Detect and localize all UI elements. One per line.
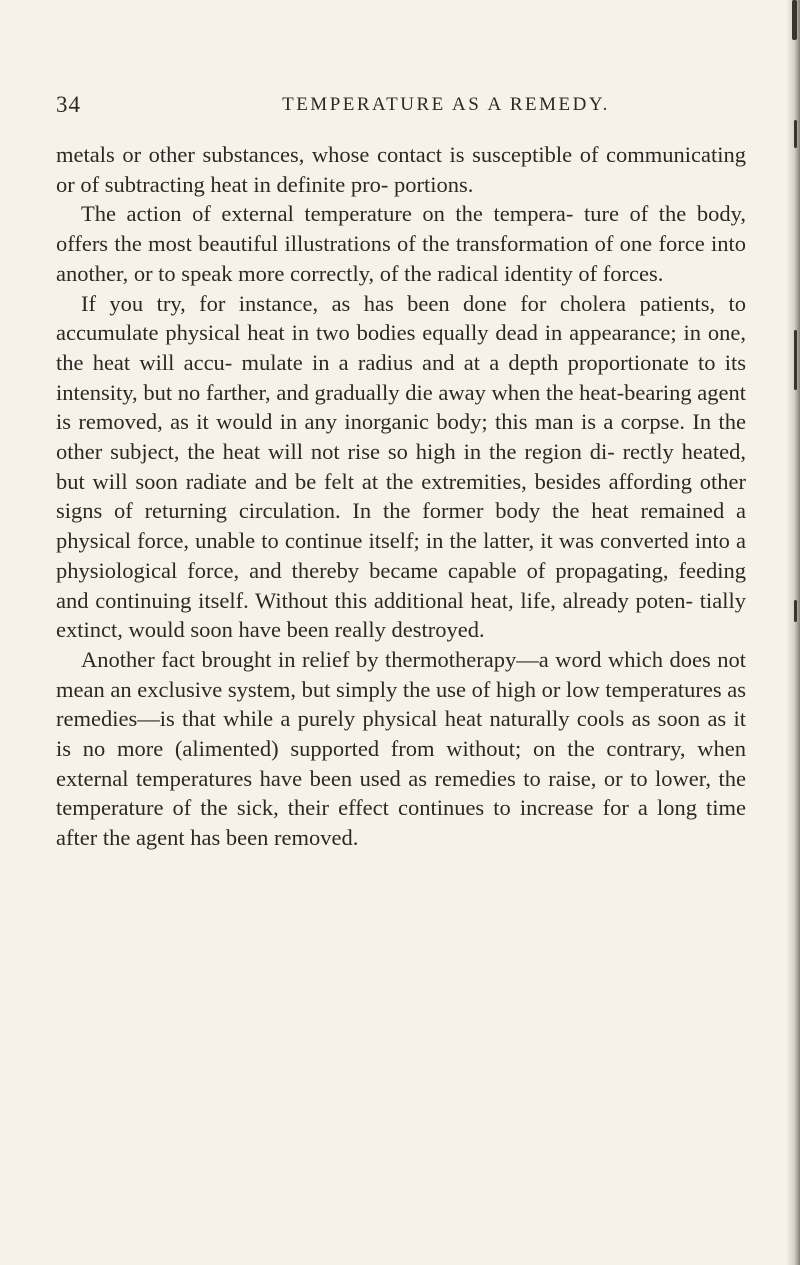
body-text: [56, 140, 746, 853]
page-edge-shadow: [786, 0, 800, 1265]
page-edge-mark: [794, 120, 797, 148]
paragraph: metals or other substances, whose contact is susceptible of communicating or of subtracting heat in definite pro- portions.: [56, 142, 746, 197]
running-title: TEMPERATURE AS A REMEDY.: [282, 94, 610, 115]
running-header: [56, 92, 746, 120]
paragraph: The action of external temperature on the tempera- ture of the body, offers the most beautiful illustrations of the transformation of one force into another, or to speak more correctly, of the radical identity of forces.: [56, 201, 746, 286]
page-edge-mark: [794, 330, 797, 390]
page-edge-mark: [794, 600, 797, 622]
paragraph: Another fact brought in relief by thermotherapy—a word which does not mean an exclusive system, but simply the use of high or low temperatures as remedies—is that while a purely physical heat naturally cools as soon as it is no more (alimented) supported from without; on the contrary, when external temperatures have been used as remedies to raise, or to lower, the temperature of the sick, their effect continues to increase for a long time after the agent has been removed.: [56, 646, 746, 851]
page-edge-mark: [792, 0, 797, 40]
paragraph: If you try, for instance, as has been done for cholera patients, to accumulate physical heat in two bodies equally dead in appearance; in one, the heat will accu- mulate in a radius and at a depth proportionate to its intensity, but no farther, and gradually die away when the heat-bearing agent is removed, as it would in any inorganic body; this man is a corpse. In the other subject, the heat will not rise so high in the region di- rectly heated, but will soon radiate and be felt at the extremities, besides affording other signs of returning circulation. In the former body the heat remained a physical force, unable to continue itself; in the latter, it was converted into a physiological force, and thereby became capable of propagating, feeding and continuing itself. Without this additional heat, life, already poten- tially extinct, would soon have been really destroyed.: [56, 290, 746, 643]
page-number: 34: [56, 92, 81, 117]
